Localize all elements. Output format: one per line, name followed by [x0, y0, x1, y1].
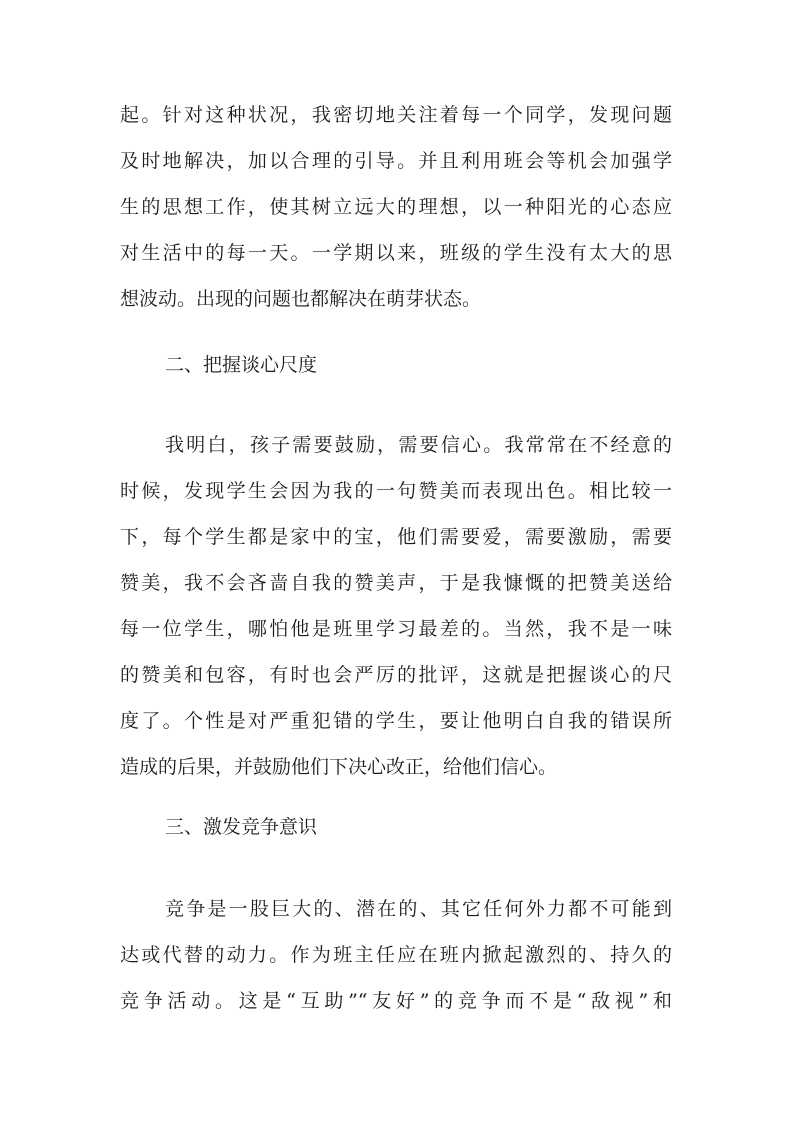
section-2-line-7: 度了。个性是对严重犯错的学生，要让他明白自我的错误所	[120, 710, 672, 732]
section-2-line-2: 时候，发现学生会因为我的一句赞美而表现出色。相比较一	[120, 480, 672, 502]
section-3-line-2: 达或代替的动力。作为班主任应在班内掀起激烈的、持久的	[120, 944, 672, 966]
paragraph-1-line-1: 起。针对这种状况，我密切地关注着每一个同学，发现问题	[120, 104, 672, 126]
paragraph-1-line-4: 对生活中的每一天。一学期以来，班级的学生没有太大的思	[120, 242, 672, 264]
paragraph-1-line-5: 想波动。出现的问题也都解决在萌芽状态。	[120, 288, 482, 310]
section-2-line-5: 每一位学生，哪怕他是班里学习最差的。当然，我不是一味	[120, 618, 672, 640]
section-2-heading: 二、把握谈心尺度	[165, 354, 318, 376]
section-2-line-8: 造成的后果，并鼓励他们下决心改正，给他们信心。	[120, 756, 558, 778]
section-2-line-4: 赞美，我不会吝啬自我的赞美声，于是我慷慨的把赞美送给	[120, 572, 672, 594]
paragraph-1-line-2: 及时地解决，加以合理的引导。并且利用班会等机会加强学	[120, 150, 672, 172]
section-2-line-3: 下，每个学生都是家中的宝，他们需要爱，需要激励，需要	[120, 526, 672, 548]
section-3-line-3: 竞争活动。这是“互助”“友好”的竞争而不是“敌视”和	[120, 990, 672, 1012]
section-3-heading: 三、激发竞争意识	[165, 816, 318, 838]
section-2-line-6: 的赞美和包容，有时也会严厉的批评，这就是把握谈心的尺	[120, 664, 672, 686]
section-2-line-1: 我明白，孩子需要鼓励，需要信心。我常常在不经意的	[165, 434, 672, 456]
section-3-line-1: 竞争是一股巨大的、潜在的、其它任何外力都不可能到	[165, 898, 672, 920]
paragraph-1-line-3: 生的思想工作，使其树立远大的理想，以一种阳光的心态应	[120, 196, 672, 218]
